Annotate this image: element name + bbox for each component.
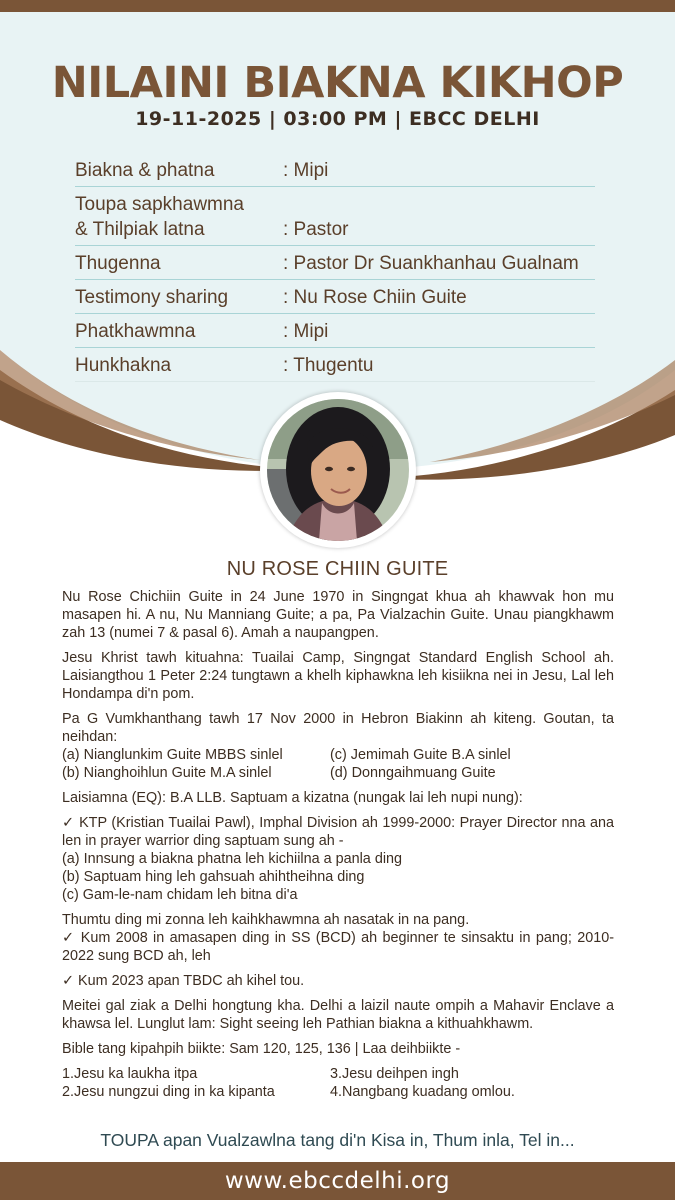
website-link[interactable]: www.ebccdelhi.org [224, 1168, 451, 1194]
person-name: NU ROSE CHIIN GUITE [226, 558, 449, 580]
program-row [75, 155, 595, 187]
list-item: (b) Saptuam hing leh gahsuah ahihtheihna ding [62, 869, 365, 885]
list-item: 4.Nangbang kuadang omlou. [330, 1084, 515, 1100]
list-item: (d) Donngaihmuang Guite [330, 765, 496, 781]
biography [62, 588, 614, 1101]
program-table [75, 155, 595, 382]
program-label: Phatkhawmna [75, 321, 196, 342]
top-brown-strip [0, 0, 675, 12]
program-row [75, 246, 595, 280]
bio-paragraph: ✓ KTP (Kristian Tuailai Pawl), Imphal Division ah 1999-2000: Prayer Director nna ana len in prayer warrior ding saptuam sung ah - [62, 815, 614, 849]
footer-tagline: TOUPA apan Vualzawlna tang di'n Kisa in, Thum inla, Tel in... [100, 1130, 575, 1150]
children-list [62, 746, 614, 764]
program-value: : Mipi [283, 321, 329, 342]
list-item: (c) Gam-le-nam chidam leh bitna di'a [62, 887, 298, 903]
songs-list [62, 1065, 614, 1083]
bio-paragraph: Pa G Vumkhanthang tawh 17 Nov 2000 in Hebron Biakinn ah kiteng. Goutan, ta neihdan: [62, 711, 614, 745]
event-date-time-venue: 19-11-2025 | 03:00 PM | EBCC DELHI [135, 108, 540, 130]
bio-paragraph: Bible tang kipahpih biikte: Sam 120, 125, 136 | Laa deihbiikte - [62, 1041, 461, 1057]
list-item: 3.Jesu deihpen ingh [330, 1066, 459, 1082]
portrait-photo [267, 399, 409, 541]
songs-list [62, 1083, 614, 1101]
program-row [75, 187, 595, 246]
bio-paragraph: Jesu Khrist tawh kituahna: Tuailai Camp, Singngat Standard English School ah. Laisiangthou 1 Peter 2:24 tungtawn a khelh kiphawkna leh kisiikna nei in Jesu, Lal leh Hondampa di'n pom. [62, 650, 614, 702]
program-label-line: & Thilpiak latna [75, 219, 205, 240]
list-item: (c) Jemimah Guite B.A sinlel [330, 747, 511, 763]
program-label [75, 192, 283, 245]
list-item: (b) Nianghoihlun Guite M.A sinlel [62, 765, 272, 781]
program-value: : Thugentu [283, 355, 374, 376]
children-list [62, 764, 614, 782]
bio-paragraph: ✓ Kum 2008 in amasapen ding in SS (BCD) ah beginner te sinsaktu in pang; 2010-2022 sung BCD ah, leh [62, 930, 614, 964]
program-row [75, 280, 595, 314]
list-item: (a) Nianglunkim Guite MBBS sinlel [62, 747, 283, 763]
program-value: : Mipi [283, 160, 329, 181]
bio-paragraph: Thumtu ding mi zonna leh kaihkhawmna ah nasatak in na pang. [62, 912, 470, 928]
program-label: Thugenna [75, 253, 161, 274]
list-item: 1.Jesu ka laukha itpa [62, 1066, 198, 1082]
program-label: Biakna & phatna [75, 160, 215, 181]
page-title: NILAINI BIAKNA KIKHOP [51, 58, 624, 108]
bio-paragraph: Meitei gal ziak a Delhi hongtung kha. Delhi a laizil naute ompih a Mahavir Enclave a khawsa lel. Lunglut lam: Sight seeing leh Pathian biakna a kithuahkhawm. [62, 998, 614, 1032]
list-item: 2.Jesu nungzui ding in ka kipanta [62, 1084, 275, 1100]
program-row [75, 348, 595, 382]
program-value: : Pastor Dr Suankhanhau Gualnam [283, 253, 579, 274]
footer-bar [0, 1162, 675, 1200]
bio-paragraph: ✓ Kum 2023 apan TBDC ah kihel tou. [62, 973, 305, 989]
bio-paragraph: Nu Rose Chichiin Guite in 24 June 1970 in Singngat khua ah khawvak hon mu masapen hi. A nu, Nu Manniang Guite; a pa, Pa Vialzachin Guite. Unau piangkhawm zah 13 (numei 7 & pasal 6). Amah a naupangpen. [62, 589, 614, 641]
program-value: : Nu Rose Chiin Guite [283, 287, 467, 308]
program-label-line: Toupa sapkhawmna [75, 194, 244, 215]
program-value: : Pastor [283, 219, 349, 240]
list-item: (a) Innsung a biakna phatna leh kichiilna a panla ding [62, 851, 403, 867]
program-row [75, 314, 595, 348]
program-label: Testimony sharing [75, 287, 229, 308]
bio-paragraph: Laisiamna (EQ): B.A LLB. Saptuam a kizatna (nungak lai leh nupi nung): [62, 790, 523, 806]
program-label: Hunkhakna [75, 355, 172, 376]
